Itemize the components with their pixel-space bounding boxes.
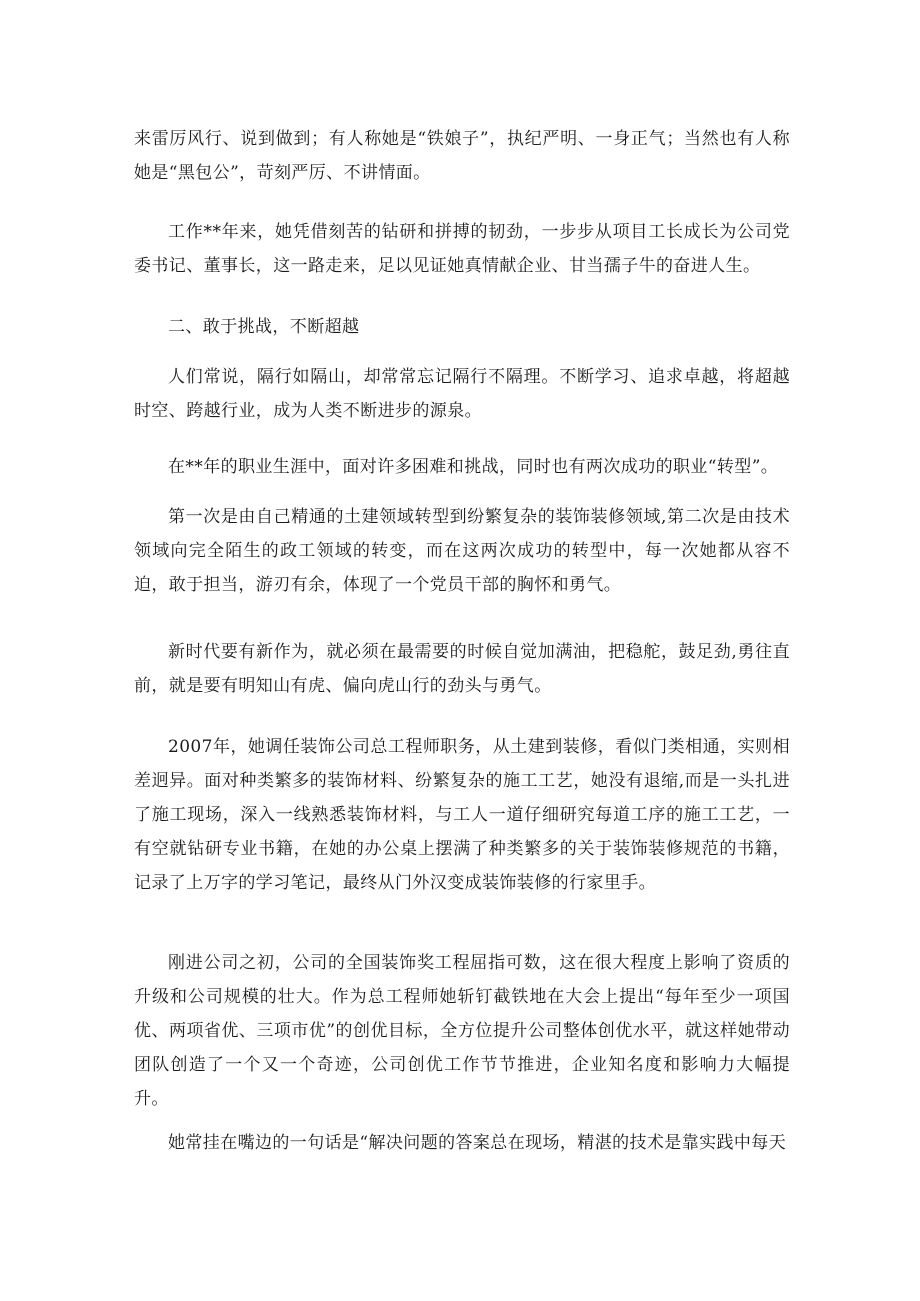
paragraph-saying: 她常挂在嘴边的一句话是“解决问题的答案总在现场，精湛的技术是靠实践中每天: [168, 1133, 787, 1153]
paragraph-new-era: 新时代要有新作为，就必须在最需要的时候自觉加满油，把稳舵，鼓足劲,勇往直前，就是要有明知山有虎、偏向虎山行的劲头与勇气。: [134, 642, 790, 696]
paragraph-award-goals: 刚进公司之初，公司的全国装饰奖工程屈指可数，这在很大程度上影响了资质的升级和公司规模的壮大。作为总工程师她斩钉截铁地在大会上提出“每年至少一项国优、两项省优、三项市优”的创优目标，全方位提升公司整体创优水平，就这样她带动团队创造了一个又一个奇迹，公司创优工作节节推进，企业知名度和影响力大幅提升。: [134, 953, 790, 1109]
paragraph-nicknames: 来雷厉风行、说到做到；有人称她是“铁娘子”，执纪严明、一身正气；当然也有人称她是“黑包公”，苛刻严厉、不讲情面。: [134, 129, 790, 183]
paragraph-first-second-transition: 第一次是由自己精通的土建领域转型到纷繁复杂的装饰装修领域,第二次是由技术领域向完全陌生的政工领域的转变，而在这两次成功的转型中，每一次她都从容不迫，敢于担当，游刃有余，体现了一个党员干部的胸怀和勇气。: [134, 507, 790, 595]
paragraph-career-growth: 工作**年来，她凭借刻苦的钻研和拼搏的韧劲，一步步从项目工长成长为公司党委书记、董事长，这一路走来，足以见证她真情献企业、甘当孺子牛的奋进人生。: [134, 222, 790, 276]
paragraph-2007: 2007年，她调任装饰公司总工程师职务，从土建到装修，看似门类相通，实则相差迥异。面对种类繁多的装饰材料、纷繁复杂的施工工艺，她没有退缩,而是一头扎进了施工现场，深入一线熟悉装饰材料，与工人一道仔细研究每道工序的施工工艺，一有空就钻研专业书籍，在她的办公桌上摆满了种类繁多的关于装饰装修规范的书籍，记录了上万字的学习笔记，最终从门外汉变成装饰装修的行家里手。: [134, 737, 790, 893]
paragraph-two-transitions: 在**年的职业生涯中，面对许多困难和挑战，同时也有两次成功的职业“转型”。: [168, 457, 779, 477]
paragraph-keep-learning: 人们常说，隔行如隔山，却常常忘记隔行不隔理。不断学习、追求卓越，将超越时空、跨越行业，成为人类不断进步的源泉。: [134, 367, 790, 421]
section-heading: 二、敢于挑战，不断超越: [168, 317, 360, 337]
